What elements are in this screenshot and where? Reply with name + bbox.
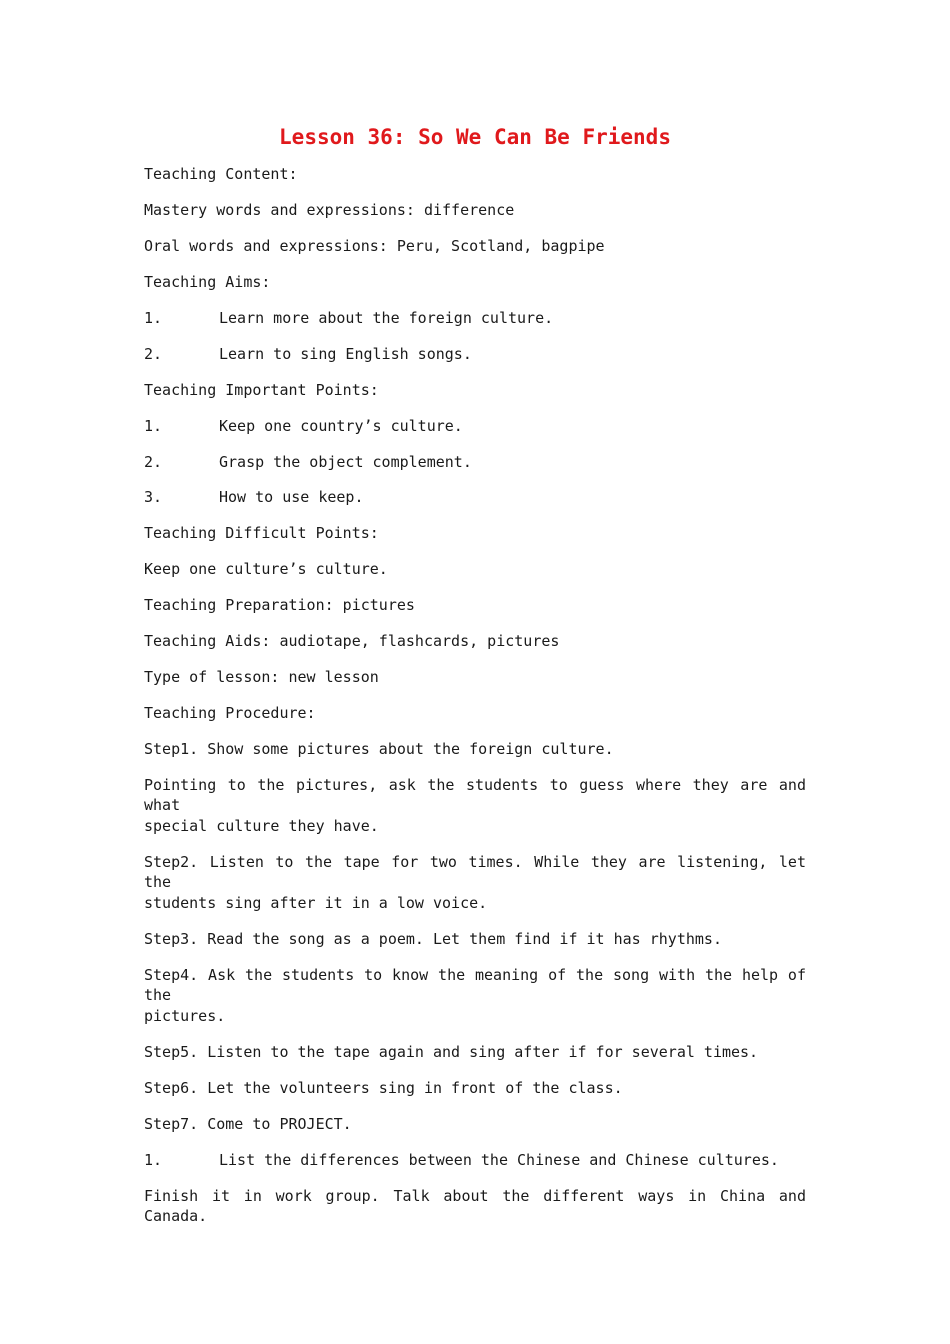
- teaching-procedure-heading: Teaching Procedure:: [144, 704, 316, 722]
- list-text: Grasp the object complement.: [219, 453, 472, 471]
- list-number: 3.: [144, 488, 163, 506]
- step1-detail-line: Pointing to the pictures, ask the students to guess where they are and what: [144, 776, 806, 814]
- list-text: List the differences between the Chinese and Chinese cultures.: [219, 1151, 779, 1169]
- type-of-lesson-line: Type of lesson: new lesson: [144, 668, 379, 686]
- project-item-1: [144, 1150, 806, 1170]
- list-number: 2.: [144, 453, 163, 471]
- list-text: Learn more about the foreign culture.: [219, 309, 554, 327]
- step2-line: Step2. Listen to the tape for two times. While they are listening, let the: [144, 853, 806, 891]
- step2-continued: students sing after it in a low voice.: [144, 894, 488, 912]
- list-number: 1.: [144, 417, 163, 435]
- oral-words-line: Oral words and expressions: Peru, Scotland, bagpipe: [144, 237, 605, 255]
- step1-detail-continued: special culture they have.: [144, 817, 379, 835]
- list-text: How to use keep.: [219, 488, 364, 506]
- step1-line: Step1. Show some pictures about the foreign culture.: [144, 740, 614, 758]
- important-points-heading: Teaching Important Points:: [144, 381, 379, 399]
- list-number: 2.: [144, 345, 163, 363]
- important-point-3: [144, 487, 806, 507]
- list-text: Keep one country’s culture.: [219, 417, 463, 435]
- difficult-point-text: Keep one culture’s culture.: [144, 560, 388, 578]
- teaching-aims-heading: Teaching Aims:: [144, 273, 271, 291]
- step6-line: Step6. Let the volunteers sing in front of the class.: [144, 1079, 623, 1097]
- teaching-aids-line: Teaching Aids: audiotape, flashcards, pictures: [144, 632, 560, 650]
- teaching-preparation-line: Teaching Preparation: pictures: [144, 596, 415, 614]
- important-point-1: [144, 416, 806, 436]
- aim-item-1: [144, 308, 806, 328]
- step7-line: Step7. Come to PROJECT.: [144, 1115, 352, 1133]
- teaching-content-heading: Teaching Content:: [144, 165, 298, 183]
- aim-item-2: [144, 344, 806, 364]
- important-point-2: [144, 452, 806, 472]
- step3-line: Step3. Read the song as a poem. Let them find if it has rhythms.: [144, 930, 722, 948]
- step5-line: Step5. Listen to the tape again and sing after if for several times.: [144, 1043, 759, 1061]
- list-number: 1.: [144, 1151, 163, 1169]
- work-group-line: Finish it in work group. Talk about the different ways in China and Canada.: [144, 1187, 806, 1225]
- page-title: Lesson 36: So We Can Be Friends: [279, 125, 671, 149]
- list-text: Learn to sing English songs.: [219, 345, 472, 363]
- step4-continued: pictures.: [144, 1007, 226, 1025]
- step4-line: Step4. Ask the students to know the meaning of the song with the help of the: [144, 966, 806, 1004]
- list-number: 1.: [144, 309, 163, 327]
- difficult-points-heading: Teaching Difficult Points:: [144, 524, 379, 542]
- mastery-words-line: Mastery words and expressions: difference: [144, 201, 515, 219]
